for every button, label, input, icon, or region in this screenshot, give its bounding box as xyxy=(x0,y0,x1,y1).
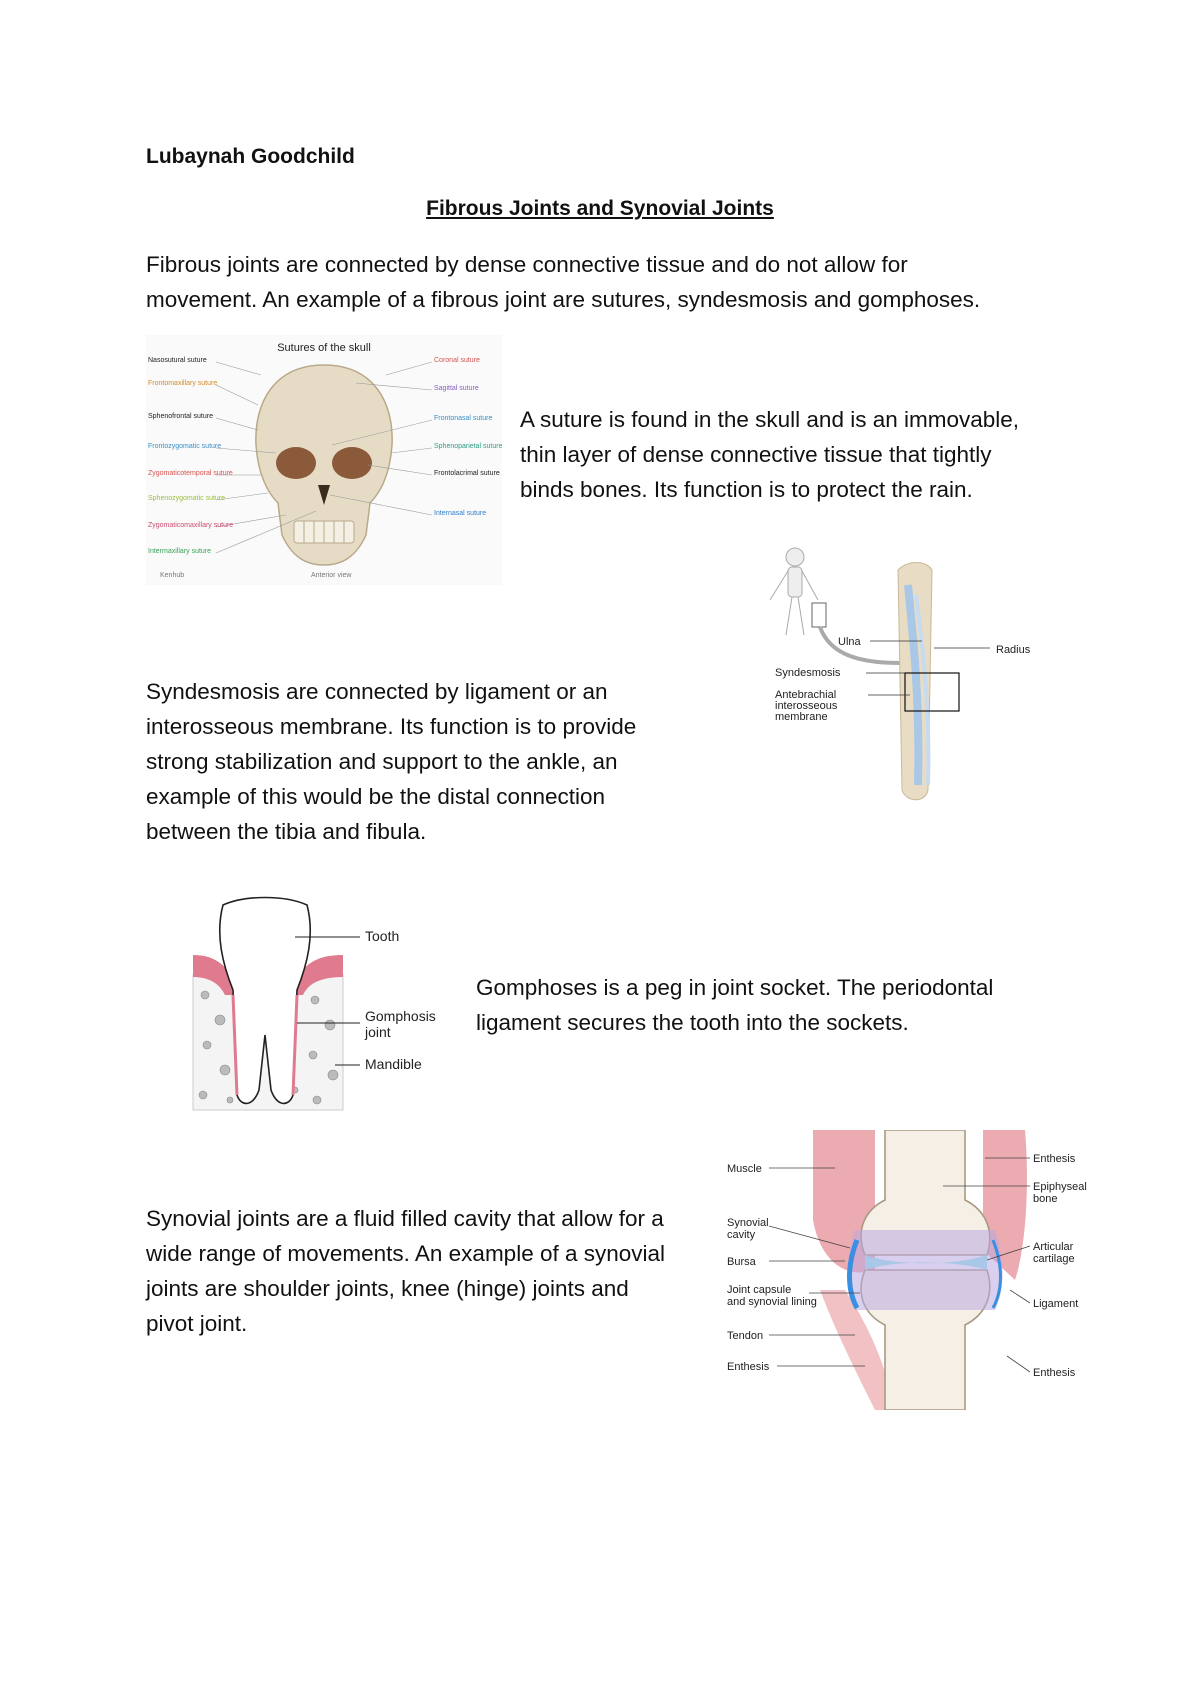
label-membrane-1: Antebrachial xyxy=(775,689,837,701)
synovial-joint-figure xyxy=(725,1130,1095,1410)
label-muscle: Muscle xyxy=(727,1163,762,1175)
svg-text:Frontonasal suture: Frontonasal suture xyxy=(434,415,493,422)
label-joint-capsule-2: and synovial lining xyxy=(727,1296,817,1308)
syndesmosis-line-3: strong stabilization and support to the ankle, an xyxy=(146,749,618,774)
svg-text:Frontolacrimal suture: Frontolacrimal suture xyxy=(434,470,500,477)
label-enthesis-bottom: Enthesis xyxy=(1033,1367,1076,1379)
label-syndesmosis: Syndesmosis xyxy=(775,667,841,679)
svg-text:Zygomaticotemporal suture: Zygomaticotemporal suture xyxy=(148,470,233,477)
label-membrane-2: interosseous xyxy=(775,700,838,712)
svg-text:Sagittal suture: Sagittal suture xyxy=(434,385,479,392)
svg-text:Sphenofrontal suture: Sphenofrontal suture xyxy=(148,413,213,420)
suture-line-1: A suture is found in the skull and is an immovable, xyxy=(520,407,1020,432)
label-radius: Radius xyxy=(996,644,1031,656)
svg-text:Anterior view: Anterior view xyxy=(311,572,352,579)
gomphosis-figure xyxy=(185,895,460,1115)
label-synovial-cavity-2: cavity xyxy=(727,1229,756,1241)
svg-text:Kenhub: Kenhub xyxy=(160,572,185,579)
label-gomphosis-2: joint xyxy=(365,1024,391,1040)
svg-text:Frontomaxillary suture: Frontomaxillary suture xyxy=(148,380,218,387)
label-epiphyseal-2: bone xyxy=(1033,1193,1058,1205)
svg-text:Internasal suture: Internasal suture xyxy=(434,510,487,517)
svg-text:Frontozygomatic suture: Frontozygomatic suture xyxy=(148,443,222,450)
label-enthesis-left: Enthesis xyxy=(727,1361,770,1373)
skull-sutures-figure xyxy=(146,335,502,585)
synovial-line-1: Synovial joints are a fluid filled cavity that allow for a xyxy=(146,1206,664,1231)
svg-text:Sphenoparietal suture: Sphenoparietal suture xyxy=(434,443,502,450)
syndesmosis-figure xyxy=(750,545,1060,815)
intro-line-1: Fibrous joints are connected by dense connective tissue and do not allow for xyxy=(146,252,908,277)
svg-text:Sphenozygomatic suture: Sphenozygomatic suture xyxy=(148,495,226,502)
label-tendon: Tendon xyxy=(727,1330,764,1342)
label-ulna: Ulna xyxy=(838,636,861,648)
label-membrane-3: membrane xyxy=(775,711,828,723)
skeleton-icon xyxy=(770,548,818,635)
label-epiphyseal-1: Epiphyseal xyxy=(1033,1181,1087,1193)
syndesmosis-line-5: between the tibia and fibula. xyxy=(146,819,427,844)
label-tooth: Tooth xyxy=(365,928,400,944)
label-gomphosis-1: Gomphosis xyxy=(365,1008,436,1024)
document-title: Fibrous Joints and Synovial Joints xyxy=(426,197,774,220)
skull-figure-title: Sutures of the skull xyxy=(277,342,371,354)
intro-line-2: movement. An example of a fibrous joint are sutures, syndesmosis and gomphoses. xyxy=(146,287,981,312)
synovial-line-4: pivot joint. xyxy=(146,1311,248,1336)
label-articular-1: Articular xyxy=(1033,1241,1074,1253)
synovial-line-3: joints are shoulder joints, knee (hinge) joints and xyxy=(146,1276,629,1301)
syndesmosis-line-1: Syndesmosis are connected by ligament or an xyxy=(146,679,608,704)
label-synovial-cavity-1: Synovial xyxy=(727,1217,769,1229)
synovial-line-2: wide range of movements. An example of a synovial xyxy=(146,1241,666,1266)
suture-line-3: binds bones. Its function is to protect the rain. xyxy=(520,477,973,502)
suture-line-2: thin layer of dense connective tissue that tightly xyxy=(520,442,992,467)
svg-text:Intermaxillary suture: Intermaxillary suture xyxy=(148,548,212,555)
label-enthesis-top: Enthesis xyxy=(1033,1153,1076,1165)
syndesmosis-line-2: interosseous membrane. Its function is to provide xyxy=(146,714,637,739)
svg-text:Nasosutural suture: Nasosutural suture xyxy=(148,357,207,364)
author-name: Lubaynah Goodchild xyxy=(146,145,355,168)
gomphosis-line-2: ligament secures the tooth into the sockets. xyxy=(476,1010,909,1035)
gomphosis-line-1: Gomphoses is a peg in joint socket. The periodontal xyxy=(476,975,994,1000)
syndesmosis-line-4: example of this would be the distal connection xyxy=(146,784,606,809)
label-articular-2: cartilage xyxy=(1033,1253,1075,1265)
svg-text:Coronal suture: Coronal suture xyxy=(434,357,480,364)
label-joint-capsule-1: Joint capsule xyxy=(727,1284,792,1296)
label-mandible: Mandible xyxy=(365,1056,422,1072)
label-bursa: Bursa xyxy=(727,1256,756,1268)
svg-text:Zygomaticomaxillary suture: Zygomaticomaxillary suture xyxy=(148,522,234,529)
label-ligament: Ligament xyxy=(1033,1298,1079,1310)
